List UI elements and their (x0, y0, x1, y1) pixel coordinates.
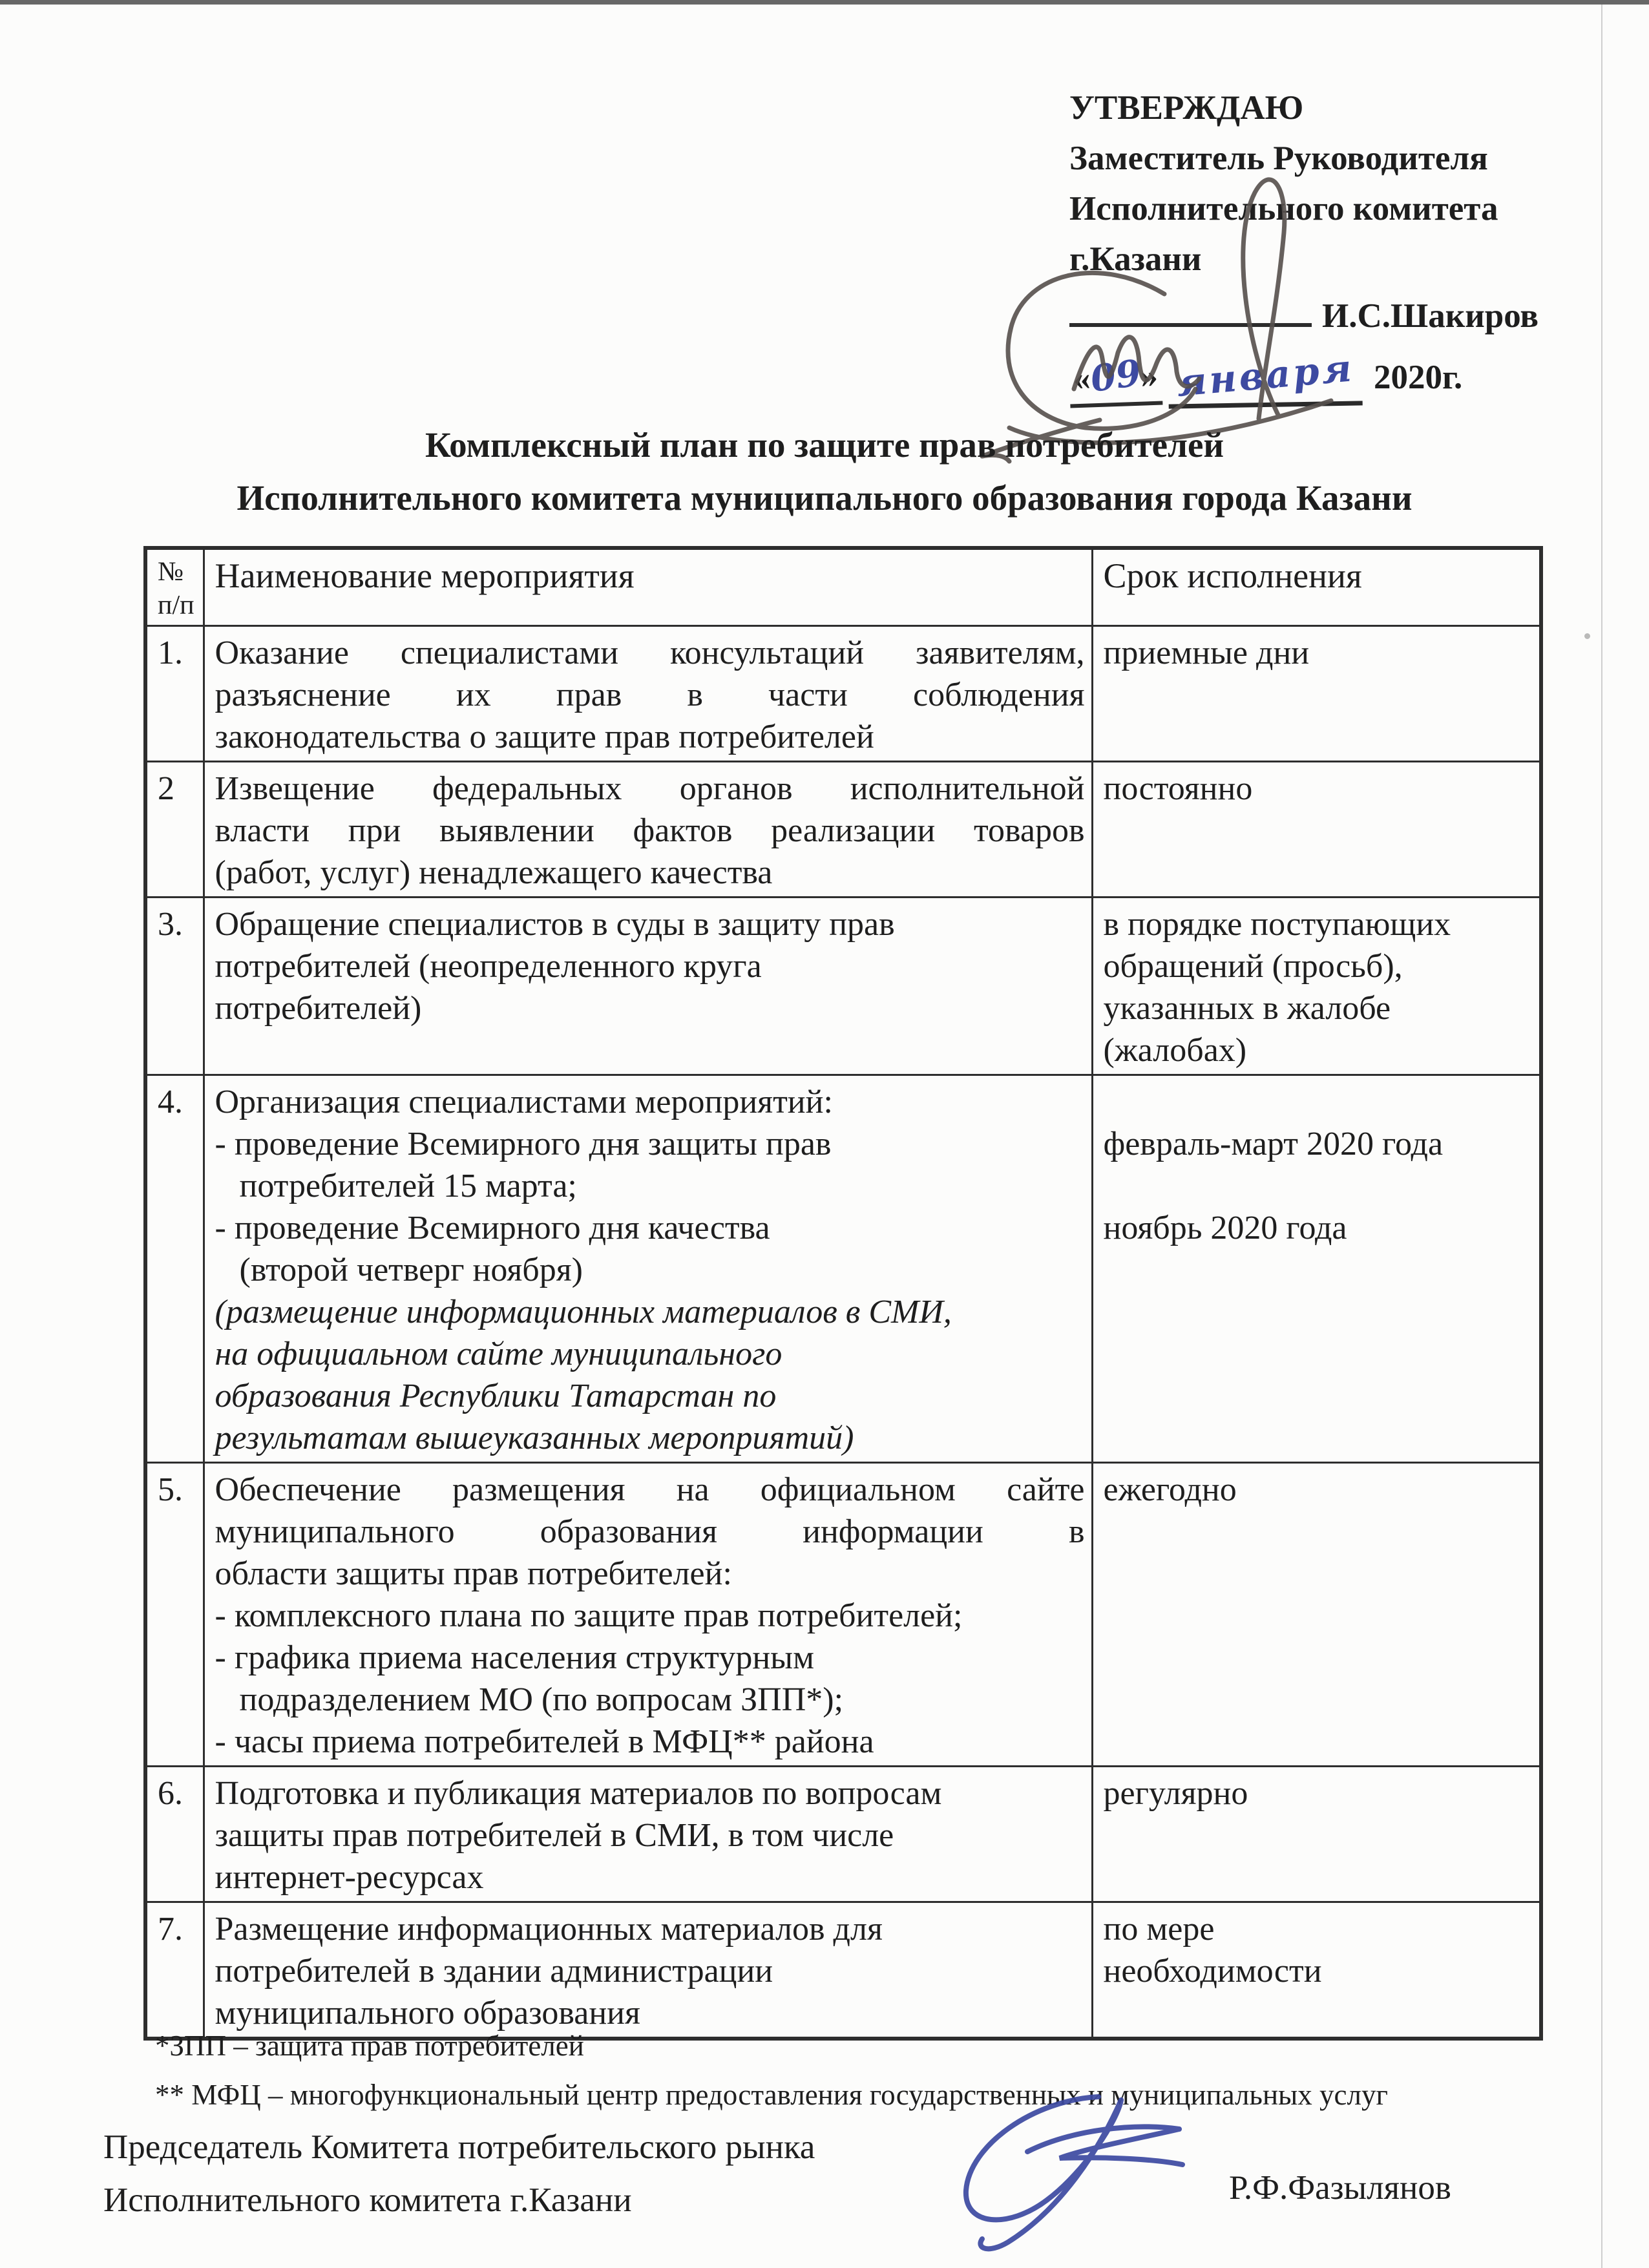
activity-cell: Оказание специалистами консультаций заявителям, разъяснение их прав в части соблюдения законодательства о защите прав потребителей (204, 626, 1092, 762)
footer-position-line1: Председатель Комитета потребительского рынка (103, 2128, 815, 2166)
row-number: 3. (145, 898, 204, 1075)
scan-speck (1584, 633, 1590, 639)
activity-cell: Размещение информационных материалов для потребителей в здании администрации муниципального образования (204, 1902, 1092, 2039)
handwritten-month-field (1168, 348, 1362, 408)
activity-cell: Подготовка и публикация материалов по вопросам защиты прав потребителей в СМИ, в том числе интернет-ресурсах (204, 1767, 1092, 1902)
footer-position-line2: Исполнительного комитета г.Казани (103, 2181, 632, 2219)
table-row (145, 1463, 1541, 1767)
term-cell: регулярно (1092, 1767, 1541, 1902)
approval-date-line (1069, 346, 1573, 407)
term-cell: ежегодно (1092, 1463, 1541, 1767)
col-header-term: Срок исполнения (1092, 548, 1541, 626)
table-row (145, 762, 1541, 898)
col-header-num-sign: № (158, 557, 184, 587)
table-row (145, 1902, 1541, 2039)
footnotes (155, 2021, 1388, 2119)
document-title-line1: Комплексный план по защите прав потребителей (425, 425, 1224, 465)
col-header-num (145, 548, 204, 626)
activity-cell: Обращение специалистов в суды в защиту прав потребителей (неопределенного круга потребителей) (204, 898, 1092, 1075)
approver-name: И.С.Шакиров (1322, 297, 1539, 335)
table-row (145, 898, 1541, 1075)
col-header-activity: Наименование мероприятия (204, 548, 1092, 626)
approval-position-line: Заместитель Руководителя (1069, 140, 1488, 177)
table-row (145, 1767, 1541, 1902)
footer-position-block (103, 2121, 815, 2227)
scan-edge-top (0, 0, 1649, 5)
signature-underline (1069, 288, 1312, 327)
row-number: 2 (145, 762, 204, 898)
term-cell: по мере необходимости (1092, 1902, 1541, 2039)
approval-position-line: Исполнительного комитета (1069, 190, 1498, 227)
footnote-zpp: *ЗПП – защита прав потребителей (155, 2030, 584, 2062)
row-number: 4. (145, 1075, 204, 1463)
activity-cell: Извещение федеральных органов исполнительной власти при выявлении фактов реализации товаров (работ, услуг) ненадлежащего качества (204, 762, 1092, 898)
activity-cell: Обеспечение размещения на официальном сайте муниципального образования информации в области защиты прав потребителей: - комплексного плана по защите прав потребителей; - графика приема населения структурным подразделением МО (по вопросам ЗПП*); - часы приема потребителей в МФЦ** района (204, 1463, 1092, 1767)
term-cell: в порядке поступающих обращений (просьб), указанных в жалобе (жалобах) (1092, 898, 1541, 1075)
table-row (145, 626, 1541, 762)
document-title (0, 419, 1649, 525)
handwritten-day: 09 (1087, 351, 1144, 401)
col-header-num-pp: п/п (158, 591, 194, 620)
row-number: 5. (145, 1463, 204, 1767)
open-quote: « (1072, 359, 1091, 398)
activity-cell: Организация специалистами мероприятий: - проведение Всемирного дня защиты прав потребителей 15 марта; - проведение Всемирного дня качества (второй четверг ноября) (размещение информационных материалов в СМИ, на официальном сайте муниципального образования Республики Татарстан по результатам вышеуказанных мероприятий) (204, 1075, 1092, 1463)
handwritten-month: января (1174, 346, 1356, 405)
table-row (145, 1075, 1541, 1463)
approval-position-line: г.Казани (1069, 240, 1202, 278)
footnote-mfc: ** МФЦ – многофункциональный центр предоставления государственных и муниципальных услуг (155, 2079, 1388, 2111)
scan-edge-right (1601, 5, 1602, 2268)
approval-year: 2020г. (1373, 359, 1463, 396)
footer-signer-name: Р.Ф.Фазылянов (1229, 2169, 1451, 2207)
approval-label: УТВЕРЖДАЮ (1069, 89, 1304, 127)
approval-block (1069, 83, 1573, 407)
handwritten-day-field (1069, 350, 1163, 408)
term-cell: февраль-март 2020 года ноябрь 2020 года (1092, 1075, 1541, 1463)
term-cell: приемные дни (1092, 626, 1541, 762)
term-cell: постоянно (1092, 762, 1541, 898)
plan-table (143, 546, 1543, 2041)
row-number: 1. (145, 626, 204, 762)
row-number: 7. (145, 1902, 204, 2039)
document-title-line2: Исполнительного комитета муниципального образования города Казани (236, 478, 1413, 518)
row-number: 6. (145, 1767, 204, 1902)
table-header-row (145, 548, 1541, 626)
close-quote: » (1140, 357, 1159, 395)
approver-signature-row (1069, 288, 1573, 341)
